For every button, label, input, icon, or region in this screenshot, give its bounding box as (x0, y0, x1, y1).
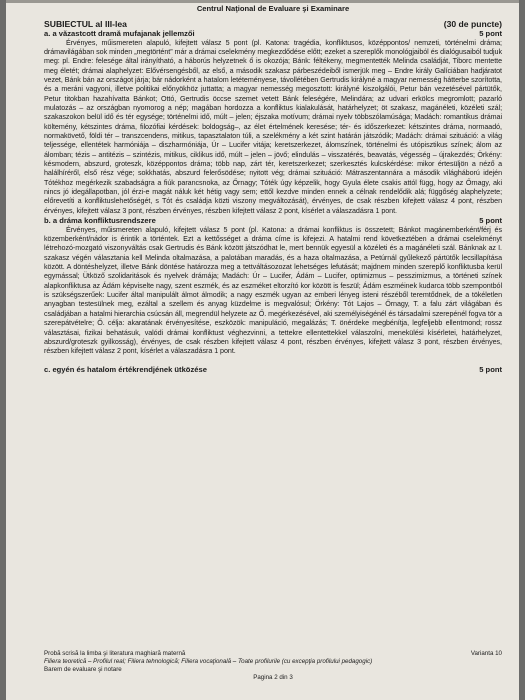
footer-variant: Varianta 10 (470, 650, 502, 657)
section-a-heading (44, 29, 502, 39)
section-b-title: b. a dráma konfliktusrendszere (44, 216, 156, 226)
footer-barem: Barem de evaluare şi notare (44, 666, 122, 673)
section-c-heading (44, 365, 502, 375)
section-a-title: a. a văzastcott dramă mufajanak jellemzői (44, 29, 195, 38)
page-top-edge (6, 0, 519, 3)
institution-header: Centrul Naţional de Evaluare şi Examinare (196, 4, 350, 13)
section-b-heading (44, 216, 502, 226)
footer-page-number: Pagina 2 din 3 (253, 674, 293, 681)
page-footer (44, 650, 502, 682)
section-a-points: 5 pont (479, 29, 502, 38)
section-b-text: Érvényes, műismereten alapuló, kifejtett válasz 5 pont (pl. Katona: a drámai konfliktus is összetett; Bánkot magánemberként/férj és közemberként/nádor is érintik a történtek. Ezt a kettősséget a dráma címe is kifejezi. A hatalmi rend következtében a drámai cselekményt létrehozó-mozgató viszonyváltás csak Gertrudis és Bánk között játszódhat le, mert bennük egyesül a közéleti és a magánéleti szál. Bánknak az I. szakasz végén választania kell Melinda oltalmazása, a palotában maradás, és a haza oltalmazása, a Petúrnál gyűlekező pártütők lecsillapítása között. A döntéshelyzet, illetve Bánk döntése határozza meg a tettváltásozozat lehetséges lefutását; majdnem minden szereplő konfliktusba kerül egymással; Ütköző szolidaritások és nyelvek drámája; Madách: Úr – Lucifer, Ádám – Lucifer, optimizmus – pesszimizmus, a történeti színek alapkonfliktusa az Ádám képviselte nagy, szent eszmék, és az eszméket eltorzító kor között is feszül; Ádám eszméinek kudarca több szempontból is szükségszerűek: Lucifer által manipulált álmot álmodik; a nagy eszmék ugyan az emberi lényeg isteni részéből teremtődnek, de a tökéletlen anyagban testesülnek meg, ezáltal a szellem és anyag küzdelme is megvalósul; Örkény: Tót Lajos – Őrnagy, T. a falu zárt világában és családjában a hatalmi hierarchia csúcsán áll, megrendül helyzete az Ő. megérkezésével, aki személyiségénél és társadalmi szerepénél fogva tör a szerepátvételre; Ő. célja: akaratának érvényesítése, eszközök: manipuláció, megalázás; T. önérdeke megbénítja, legfeljebb ellentmond; rossz választásai, fizikai behatásuk, valódi drámai konfliktust véghezvinni, a tettekre ellentettekkel válaszolni, menekülési kísérletei, határhelyzet, abszurd/groteszk gyilkosság), érvényes, de csak részben kifejtett válasz 4 pont, részben érvényes, kifejtett válasz 3 pont, részben érvényes, részben kifejtett válasz 2 pont, kísérlet a válaszadásra 1 pont. (44, 225, 502, 356)
section-c-points: 5 pont (479, 364, 502, 374)
subject-title: SUBIECTUL al III-lea (44, 19, 127, 29)
document-page (6, 0, 519, 700)
subject-points: (30 de puncte) (443, 19, 502, 29)
section-b-points: 5 pont (479, 216, 502, 226)
footer-exam-name: Probă scrisă la limba şi literatura maghiară maternă (44, 650, 186, 657)
section-a-text: Érvényes, műismereten alapuló, kifejtett válasz 5 pont (pl. Katona: tragédia, konfliktusos, középpontos/ nemzeti, történelmi dráma; drámavilágában sok minden „megtörtént” már a drámai cselekmény megkezdődése előtt; ezeket a szereplők monológjaiból és dialógusaiból tudjuk meg: pl. Endre: felesége által irányítható, a háborús helyzetnek ő is okozója; Bánk: féltékeny, megmentették Melinda családját, Tiborc mentette meg életét; drámai alaphelyzet: Elővérsengésből, az első, a második szakasz párbeszédeiből ismerjük meg – Endre király Galíciában hadjáratot vezet, Bánk bán az országot járja; bár nádorként a hatalom letéteményese, távollétében Gertrudis királyné a magyar nemesség hátterbe szorította, és a meráni vagyoni, illetve politikai előnyökhöz juttatta; a magyar nemesség megosztott: királyné kiszolgálói, Petur bán vezetésével pártütők, Petur titokban hazahívatta Bánkot; Ottó, Gertrudis öccse szemet vetett Bánk feleségére, Melindára; az udvari erkölcs megromlott; pazarló mulatozás – az országban nyomorog a nép; magában hordozza a konfliktus kialakulását, határhelyzet; öt szakasz, magánéleti, közéleti szál; szakaszokon belül idő és tér egysége; történelmi idő, múlt – jelen; éjszaka motívum; drámai nyelv többszólamúsága; Madách: romantikus drámai költemény, kétszintes dráma, filozófiai kérdések: boldogság–, az élet értelmének keresése; tér- és időszerkezet: kétszintes dráma, normaadó, normakövető, földi tér – transzcendens, mitikus, tapasztalaton túli, a szelékmény a két szint határán játszódik; Madách: drámai szituáció: a világ teljessége, ellentétek harmóniája – diszharmóniája, Úr – Lucifer vitája; keretszerkezet, álomszínek, történelmi és utópisztikus színek; álom az álomban; tézis – antitézis – szintézis, mitikus, ciklikus idő, múlt – jelen – jövő; elindulás – visszatérés, beavatás, végesség – újrakezdés; Örkény: késmodern, abszurd, groteszk, középpontos dráma; több nap, zárt tér, keretszerkezet; szerkesztés kulcskérdése: mikor értesüljön a néző a halálhíréről, első rész vége; sokkhatás, abszurd felerősödése; nyitott vég; drámai szituáció: Mátraszentannára a második világháború idején Tótékhoz megérkezik szabadságra a fiúk parancsnoka, az Őrnagy; Tóték úgy képzelik, hogy Gyula élete csakis attól függ, hogy az Őrnagy, aki nincs jó idegállapotban, jól érzi-e magát náluk két hétig vagy sem; ettől kezdve minden ennek a célnak rendelődik alá; függőség alaphelyzete; előrevetíti a konfliktuslehetőségét, s Tót és családja közti viszony megváltozását), érvényes, de csak részben kifejtett válasz 4 pont, részben érvényes, kifejtett válasz 3 pont, részben érvényes, részben kifejtett válasz 2 pont, kísérlet a válaszadásra 1 pont. (44, 38, 502, 215)
subject-heading (44, 19, 502, 29)
footer-filiera: Filiera teoretică – Profilul real; Filiera tehnologică; Filiera vocaţională – Toate profilurile (cu excepţia profilului pedagogic) (44, 658, 373, 665)
footer-first-row (44, 650, 502, 658)
section-c-title: c. egyén és hatalom értékrendjének ütközése (44, 364, 207, 374)
